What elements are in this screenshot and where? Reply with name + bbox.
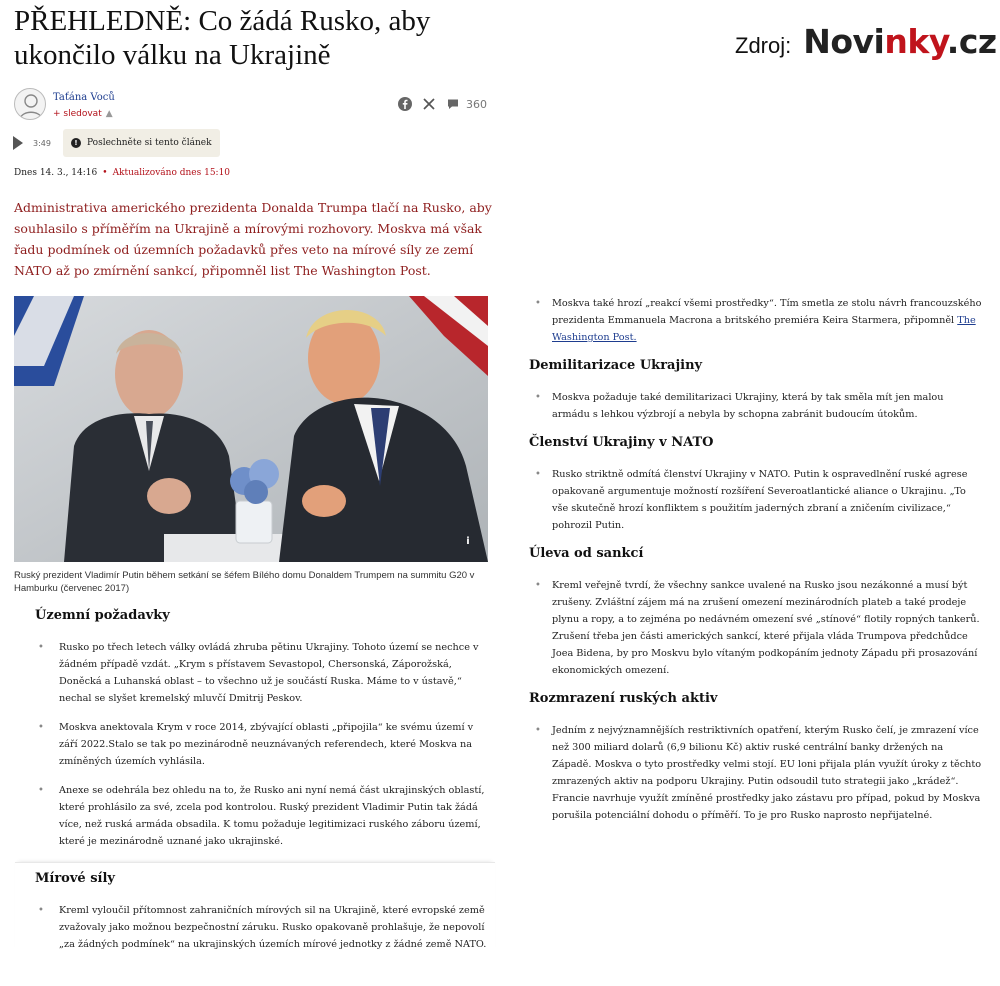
article-lead: Administrativa amerického prezidenta Donalda Trumpa tlačí na Rusko, aby souhlasilo s příměřím na Ukrajině a mírovými rozhovory. Moskva má však řadu podmínek od územních požadavků přes veto na mírové síly ze zemí NATO až po zmírnění sankcí, připomněl list The Washington Post. (14, 200, 492, 278)
audio-player (13, 129, 220, 157)
photo-info-icon[interactable]: i (466, 536, 470, 547)
author-avatar[interactable] (14, 88, 46, 120)
listen-label: Poslechněte si tento článek (86, 138, 212, 148)
section-nato-membership (529, 435, 984, 534)
article-body-right (529, 295, 984, 836)
list-item: • Kreml veřejně tvrdí, že všechny sankce uvalené na Rusko jsou nezákonné a musí být zrušeny. Zvláštní zájem má na zrušení omezení mezinárodních plateb a také prodeje plynu a ropy, a to zejména po nedávném omezení své „stínové“ flotily ropných tankerů. Zrušení třeba jen části amerických sankcí, které přijala vláda Trumpova předchůdce Joea Bidena, by pro Moskvu bylo vítaným podkopáním jednoty Západu při prosazování ekonomických omezení. (529, 577, 984, 679)
source-attribution (735, 22, 997, 61)
share-bar (398, 97, 487, 111)
section-sanctions (529, 546, 984, 679)
list-item: • Rusko striktně odmítá členství Ukrajiny v NATO. Putin k ospravedlnění ruské agrese opakovaně argumentuje možností rozšíření Severoatlantické aliance o Ukrajinu. „To vše skutečně hrozí konfliktem s použitím jaderných zbraní a zničením civilizace,“ pohrozil Putin. (529, 466, 984, 534)
article-body-left (15, 602, 495, 965)
section-territorial (15, 608, 495, 850)
article-title: PŘEHLEDNĚ: Co žádá Rusko, aby ukončilo válku na Ukrajině (14, 5, 431, 71)
listen-article-button[interactable] (63, 129, 220, 157)
article-photo[interactable] (14, 296, 488, 562)
article-dates (14, 168, 230, 178)
bullet-list (529, 389, 984, 423)
x-icon[interactable] (422, 97, 436, 111)
section-heading: Úleva od sankcí (529, 546, 644, 561)
bullet-list (529, 295, 984, 346)
play-icon[interactable] (13, 136, 23, 150)
exclamation-icon: ! (71, 138, 81, 148)
bullet-list (529, 577, 984, 679)
section-heading: Demilitarizace Ukrajiny (529, 358, 703, 373)
comment-icon[interactable] (446, 97, 460, 111)
list-item: • Rusko po třech letech války ovládá zhruba pětinu Ukrajiny. Tohoto území se nechce v žádném případě vzdát. „Krym s přístavem Sevastopol, Chersonská, Záporožská, Doněcká a Luhanská oblast – to všechno už je součástí Ruska. Máme to v ústavě,“ nechal se slyšet kremelský mluvčí Dmitrij Peskov. (15, 639, 495, 707)
bullet-list (529, 722, 984, 824)
photo-caption: Ruský prezident Vladimír Putin během setkání se šéfem Bílého domu Donaldem Trumpem na summitu G20 v Hamburku (červenec 2017) (14, 570, 475, 594)
follow-label: + sledovat (53, 109, 102, 119)
section-peacekeepers (15, 862, 495, 953)
comment-count[interactable]: 360 (466, 97, 487, 111)
bullet-list (15, 902, 495, 953)
avatar-person-icon (15, 89, 46, 120)
bullet-list (15, 639, 495, 850)
facebook-icon[interactable] (398, 97, 412, 111)
section-heading: Rozmrazení ruských aktiv (529, 691, 718, 706)
section-frozen-assets (529, 691, 984, 824)
list-item (529, 295, 984, 346)
list-item: • Moskva anektovala Krym v roce 2014, zbývající oblasti „připojila“ ke svému území v září 2022.Stalo se tak po mezinárodně neuznávaných referendech, které Moskva na zmíněných územích vyhlásila. (15, 719, 495, 770)
updated-date: Aktualizováno dnes 15:10 (112, 168, 231, 178)
author-name[interactable]: Taťána Voců (53, 92, 115, 103)
list-item: • Kreml vyloučil přítomnost zahraničních mírových sil na Ukrajině, které evropské země zvažovaly jako možnou bezpečnostní záruku. Rusko opakovaně prohlašuje, že nepovolí „za žádných podmínek“ na ukrajinských územích mírové jednotky z žádné země NATO. (15, 902, 495, 953)
list-item: • Jedním z nejvýznamnějších restriktivních opatření, kterým Rusko čelí, je zmrazení více než 300 miliard dolarů (6,9 bilionu Kč) aktiv ruské centrální banky držených na Západě. Moskva o tyto prostředky velmi stojí. EU loni přijala plán využít úroky z těchto zmrazených aktiv na podporu Ukrajiny. Putin odsoudil tuto strategii jako „krádež“. Francie navrhuje využít zmíněné prostředky jako zástavu pro případ, pokud by Moskva porušila potenciální dohodu o příměří. To je pro Rusko naprosto nepřijatelné. (529, 722, 984, 824)
section-heading: Členství Ukrajiny v NATO (529, 435, 714, 450)
follow-button[interactable] (53, 109, 113, 119)
person-icon: ▲ (105, 109, 113, 119)
list-item: • Anexe se odehrála bez ohledu na to, že Rusko ani nyní nemá část ukrajinských oblastí, které prohlásilo za své, zcela pod kontrolou. Ruský prezident Vladimir Putin tak žádá více, než ruská armáda obsadila. K tomu požaduje legitimizaci ruského záboru území, které je mezinárodně uznané jako ukrajinské. (15, 782, 495, 850)
audio-duration: 3:49 (33, 138, 51, 148)
source-logo[interactable]: Novinky.cz (803, 22, 997, 61)
published-date: Dnes 14. 3., 14:16 (14, 168, 98, 178)
section-heading: Mírové síly (35, 871, 115, 886)
washington-post-link[interactable]: The Washington Post. (552, 315, 976, 343)
source-label: Zdroj: (735, 33, 792, 58)
photo-illustration (14, 296, 488, 562)
date-separator: • (102, 168, 108, 178)
section-heading: Územní požadavky (35, 608, 170, 623)
bullet-list (529, 466, 984, 534)
list-item: • Moskva požaduje také demilitarizaci Ukrajiny, která by tak směla mít jen malou armádu s lehkou výzbrojí a nebyla by schopna zabránit budoucím útokům. (529, 389, 984, 423)
section-demilitarization (529, 358, 984, 423)
list-item-text: Moskva také hrozí „reakcí všemi prostředky“. Tím smetla ze stolu návrh francouzského prezidenta Emmanuela Macrona a britského premiéra Keira Starmera, připomněl (552, 298, 982, 326)
